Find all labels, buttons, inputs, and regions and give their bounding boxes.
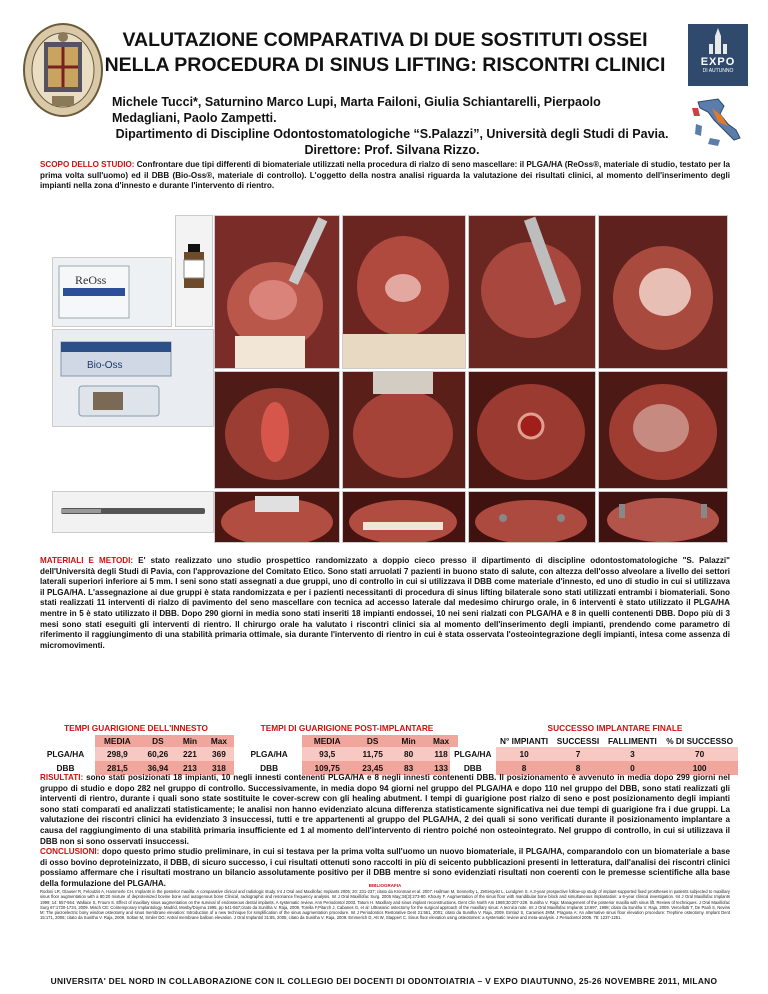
table-cell: 281,5 <box>95 761 140 775</box>
scopo-label: SCOPO DELLO STUDIO: <box>40 160 135 169</box>
risultati-label: RISULTATI: <box>40 773 84 782</box>
table-cell: PLGA/HA <box>236 747 302 761</box>
table1-title: TEMPI GUARIGIONE DELL'INNESTO <box>64 723 208 733</box>
reoss-product-photo <box>52 257 172 327</box>
table-cell: 70 <box>661 747 738 761</box>
table-cell: 298,9 <box>95 747 140 761</box>
scopo-text: Confrontare due tipi differenti di biomateriale utilizzati nella procedura di rialzo di seno mascellare: il PLGA/HA (ReOss®, materiale di studio, testato per la prima volta sull'uomo) ed il DBB (Bio-Oss®, materiale di controllo). L'oggetto della nostra analisi riguarda la valutazione dei risultati clinici, al momento dell'inserimento degli impianti nella zona d'innesto e durante l'intervento di rientro. <box>40 160 730 191</box>
bibliografia-title: BIBLIOGRAFIA <box>368 883 402 888</box>
table-cell: 8 <box>553 761 604 775</box>
table-cell: 3 <box>604 747 662 761</box>
clinical-photos <box>40 215 730 545</box>
table3-title: SUCCESSO IMPLANTARE FINALE <box>547 723 683 733</box>
metodi-text: E' stato realizzato uno studio prospettico randomizzato a doppio cieco presso il dipartimento di discipline odontostomatologiche "S. Palazzi" dell'Università degli Studi di Pavia, con l'approvazione del Comitato Etico. Sono stati arruolati 7 pazienti in buono stato di salute, con altezza dell'osso alveolare a livello dei settori laterali superiori inferiore ai 5 mm. I seni sono stati assegnati a due gruppi, uno di controllo in cui si utilizzava il DBB come materiale d'innesto, ed uno di studio in cui si utilizzava il PLGA/HA. L'assegnazione ai due gruppi è stata randomizzata e per i pazienti necessitanti di procedura di sinus lifting bilaterale sono stati utilizzati entrambi i biomateriali. Sono stati realizzati 11 interventi di rialzo di pavimento del seno mascellare con tecnica ad accesso laterale dal medesimo chirurgo orale, in 6 interventi è stato utilizzato il PLGA/HA mentre in 5 è stato utilizzato il DBB. Dopo 290 giorni in media sono stati inseriti 18 impianti endossei, 10 nei seni rialzati con PLGA/HA e 8 in quelli contenenti DBB. Dopo più di 3 mesi sono stati eseguiti gli interventi di rientro. Il chirurgo orale ha valutato i riscontri clinici sia al momento dell'inserimento degli impianti, prendendo come parametro di riferimento il raggiungimento di una stabilità primaria ottimale, sia durante l'intervento di rientro in cui è stata osservata l'osteointegrazione degli impianti, intesa come assenza di micromovimenti. <box>40 556 730 650</box>
table3-header: SUCCESSI <box>556 736 600 746</box>
table1 <box>36 735 234 775</box>
poster-title <box>100 28 670 78</box>
table-cell: 100 <box>661 761 738 775</box>
table-cell: 118 <box>424 747 458 761</box>
table-cell: 213 <box>176 761 204 775</box>
title-line-2: NELLA PROCEDURA DI SINUS LIFTING: RISCONTRI CLINICI <box>104 54 666 76</box>
surgery-photo-1 <box>214 215 340 369</box>
risultati-text: sono stati posizionati 18 impianti, 10 negli innesti contenenti PLGA/HA e 8 negli innesti contenenti DBB. Il posizionamento è avvenuto in media dopo 299 giorni nel gruppo di studio e dopo 282 nel gruppo di controllo. Successivamente, in media dopo 94 giorni nel gruppo del PLGA/HA e dopo 110 nel gruppo del DBB, sono stati realizzati gli interventi di rientro, durante i quali sono state sostituite le cover-screw con gli healing abutment. I tempi di guarigione post rialzo di seno e post posizionamento degli impianti sono stati comparati ed analizzati statisticamente; le analisi non hanno evidenziato alcuna differenza statisticamente significativa nei due tempi di guarigione fra i due gruppi. La valutazione dei riscontri clinici ha evidenziato 3 insuccessi, tutti e tre appartenenti al gruppo del PLGA/HA, 2 dei quali si sono verificati durante il posizionamento implantare a causa del raggiungimento di una stabilità primaria insufficiente ed 1 al momento dell'intervento di rientro poiché non osteointegrato. Nel gruppo di controllo, in cui si utilizzava il DBB non si sono osservati insuccessi. <box>40 773 730 846</box>
table1-header: DS <box>140 735 176 747</box>
risultati-section <box>40 773 730 890</box>
table-tempi-guarigione-post-implantare <box>236 723 458 775</box>
table3 <box>450 735 738 775</box>
surgery-photo-5 <box>214 371 340 489</box>
italy-map-icon <box>688 94 748 154</box>
table-cell: 109,75 <box>302 761 352 775</box>
table-cell: 133 <box>424 761 458 775</box>
table-cell: 80 <box>393 747 424 761</box>
table3-header: N° IMPIANTI <box>500 736 549 746</box>
surgery-photo-11 <box>468 491 596 543</box>
table3-header-blank <box>450 735 496 747</box>
department-name: Dipartimento di Discipline Odontostomatologiche “S.Palazzi”, Università degli Studi di Pavia. <box>115 127 669 141</box>
tower-icon <box>688 24 748 56</box>
table-cell: 93,5 <box>302 747 352 761</box>
authors: Michele Tucci*, Saturnino Marco Lupi, Marta Failoni, Giulia Schiantarelli, Pierpaolo Medagliani, Paolo Zampetti. <box>112 95 601 125</box>
surgery-photo-3 <box>468 215 596 369</box>
expo-logo-text: EXPO <box>700 56 736 68</box>
table-cell: 221 <box>176 747 204 761</box>
vial-photo <box>175 215 213 327</box>
table2-header: Min <box>393 735 424 747</box>
reoss-box-label: ReOss <box>75 273 107 287</box>
table-tempi-guarigione-innesto <box>36 723 236 775</box>
table-cell: 11,75 <box>352 747 393 761</box>
table3-header: % DI SUCCESSO <box>666 736 734 746</box>
table-cell: PLGA/HA <box>36 747 95 761</box>
table1-header-blank <box>36 735 95 747</box>
table-cell: 7 <box>553 747 604 761</box>
table-cell: 23,45 <box>352 761 393 775</box>
table-row <box>450 747 738 761</box>
table-cell: 369 <box>204 747 234 761</box>
footer: UNIVERSITA' DEL NORD IN COLLABORAZIONE CON IL COLLEGIO DEI DOCENTI DI ODONTOIATRIA – V EXPO DIAUTUNNO, 25-26 NOVEMBRE 2011, MILANO <box>50 976 718 986</box>
conclusioni-label: CONCLUSIONI: <box>40 847 100 857</box>
instrument-photo <box>52 491 214 533</box>
table1-header: MEDIA <box>95 735 140 747</box>
surgery-photo-7 <box>468 371 596 489</box>
table-cell: PLGA/HA <box>450 747 496 761</box>
table-cell: 60,26 <box>140 747 176 761</box>
director: Direttore: Prof. Silvana Rizzo. <box>304 143 480 157</box>
surgery-photo-12 <box>598 491 728 543</box>
surgery-photo-10 <box>342 491 466 543</box>
table1-header: Min <box>176 735 204 747</box>
surgery-photo-8 <box>598 371 728 489</box>
table2-title: TEMPI DI GUARIGIONE POST-IMPLANTARE <box>260 723 434 733</box>
metodi-label: MATERIALI E METODI: <box>40 556 134 565</box>
table-cell: DBB <box>236 761 302 775</box>
biooss-product-photo <box>52 329 214 427</box>
table2 <box>236 735 458 775</box>
table2-header-blank <box>236 735 302 747</box>
scopo-section <box>40 160 730 192</box>
biooss-box-label: Bio-Oss <box>87 360 123 371</box>
expo-logo-subtext: DI AUTUNNO <box>702 68 734 74</box>
surgery-photo-9 <box>214 491 340 543</box>
conclusioni-text: dopo questo primo studio preliminare, in cui si testava per la prima volta sull'uomo un nuovo biomateriale, il PLGA/HA, comparandolo con un biomateriale a base di osso bovino deproteinizzato, il DBB, di sicuro successo, i cui risultati ottenuti sono raccolti in più di seicento pubblicazioni presenti in letteratura, dall'analisi dei riscontri clinici possiamo affermare che i risultati mostrano un bilancio assolutamente positivo per il DBB mentre si sono evidenziati risultati non coerenti con le premesse scientifiche alla base della formulazione del PLGA/HA. <box>40 847 730 888</box>
table-cell: 83 <box>393 761 424 775</box>
table-cell: 36,94 <box>140 761 176 775</box>
table-cell: 10 <box>496 747 553 761</box>
surgery-photo-4 <box>598 215 728 369</box>
bibliografia-text: Rodoni LR, Glauser R, Feloutzis A, Hammerle CH. Implants in the posterior maxilla: A comparative clinical and radiologic study. Int J Oral and Maxillofac Implants 2005; 20: 231-237; citato da Kronmair et al. 2007. Hallman M, Sennerby L, Zetterqvist L, Lundgren S. A 3-year prospective follow-up study of implant-supported fixed prostheses in patients subjected to maxillary sinus floor augmentation with a 80:20 mixture of deproteinized bovine bone and autogenous bone Clinical, radiographic and resonance frequency analysis. Int J Oral Maxillofac Surg. 2005 May;34(3):273-80. Khoury F. Augmentation of the sinus floor with mandibular bone block and simultaneous implantation: a 6-year clinical investigation. Int J Oral Maxillofac Implants 1999; 14: 557-564. Wallace S, Froum S. Effect of maxillary sinus augmentation on the survival of endosseous dental implants. A systematic review. Ann Periodontol 2003. Tatum H. Maxillary and sinus implant reconstructions. Dent Clin North Am 1986;30:207-229. Sunitha V. Raja: Management of the posterior maxilla with sinus lift. Review of techniques. J Oral Maxillofac Surg 67:1730-1734, 2009. Misch CE: Contemporary Implantology. Madrid, Mosby/Doyma 1995, pp 541-567;citato da Sunitha V. Raja, 2009. Torella F,Pitarch J, Cabanes G, et al: Ultrasonic ostectomy for the surgical approach of the maxillary sinus: A tecnica note. Int J Oral Maxillofac Implants 13:697, 1998; citato da Sunitha V. Raja, 2009. Vercellotti T, De Paoli S, Nevins M: The piezoelectric bony window osteotomy and sinus membrane elevation: Introduction of a new technique for simplification of the sinus augmentation procedure. Int J Periodontics Restorative Dent 21:561, 2001; citato da Sunitha V. Raja, 2009. Emtiaz S, Caramies JMM, Pragosa A: An alternative sinus floor elevation procedure: Trephine osteotomy. Implant Dent 15:171, 2006; citato da Sunitha V. Raja, 2009. Soltan M, Smiler DG: Antral membrane balloon elevation. J Oral Implantol 31:85, 2005; citato da Sunitha V. Raja, 2009. Emmerich D, Att W, Stappert C. Sinus floor elevation using osteotomes: a systematic review and meta-analysis. J Periodontol 2005. 76: 1237-1251. <box>40 889 730 921</box>
table2-header: DS <box>352 735 393 747</box>
table-successo-implantare <box>450 723 740 775</box>
table-cell: 0 <box>604 761 662 775</box>
surgery-photo-6 <box>342 371 466 489</box>
table3-header: FALLIMENTI <box>607 736 657 746</box>
table-cell: DBB <box>36 761 95 775</box>
university-seal-logo <box>22 22 104 120</box>
title-line-1: VALUTAZIONE COMPARATIVA DI DUE SOSTITUTI OSSEI <box>122 29 648 51</box>
table-cell: 8 <box>496 761 553 775</box>
table1-header: Max <box>204 735 234 747</box>
table-row <box>236 747 458 761</box>
table2-header: Max <box>424 735 458 747</box>
surgery-photo-2 <box>342 215 466 369</box>
table-row <box>36 747 234 761</box>
department <box>112 126 672 158</box>
table-cell: 318 <box>204 761 234 775</box>
metodi-section <box>40 556 730 651</box>
expo-logo <box>688 24 748 86</box>
table-cell: DBB <box>450 761 496 775</box>
table2-header: MEDIA <box>302 735 352 747</box>
